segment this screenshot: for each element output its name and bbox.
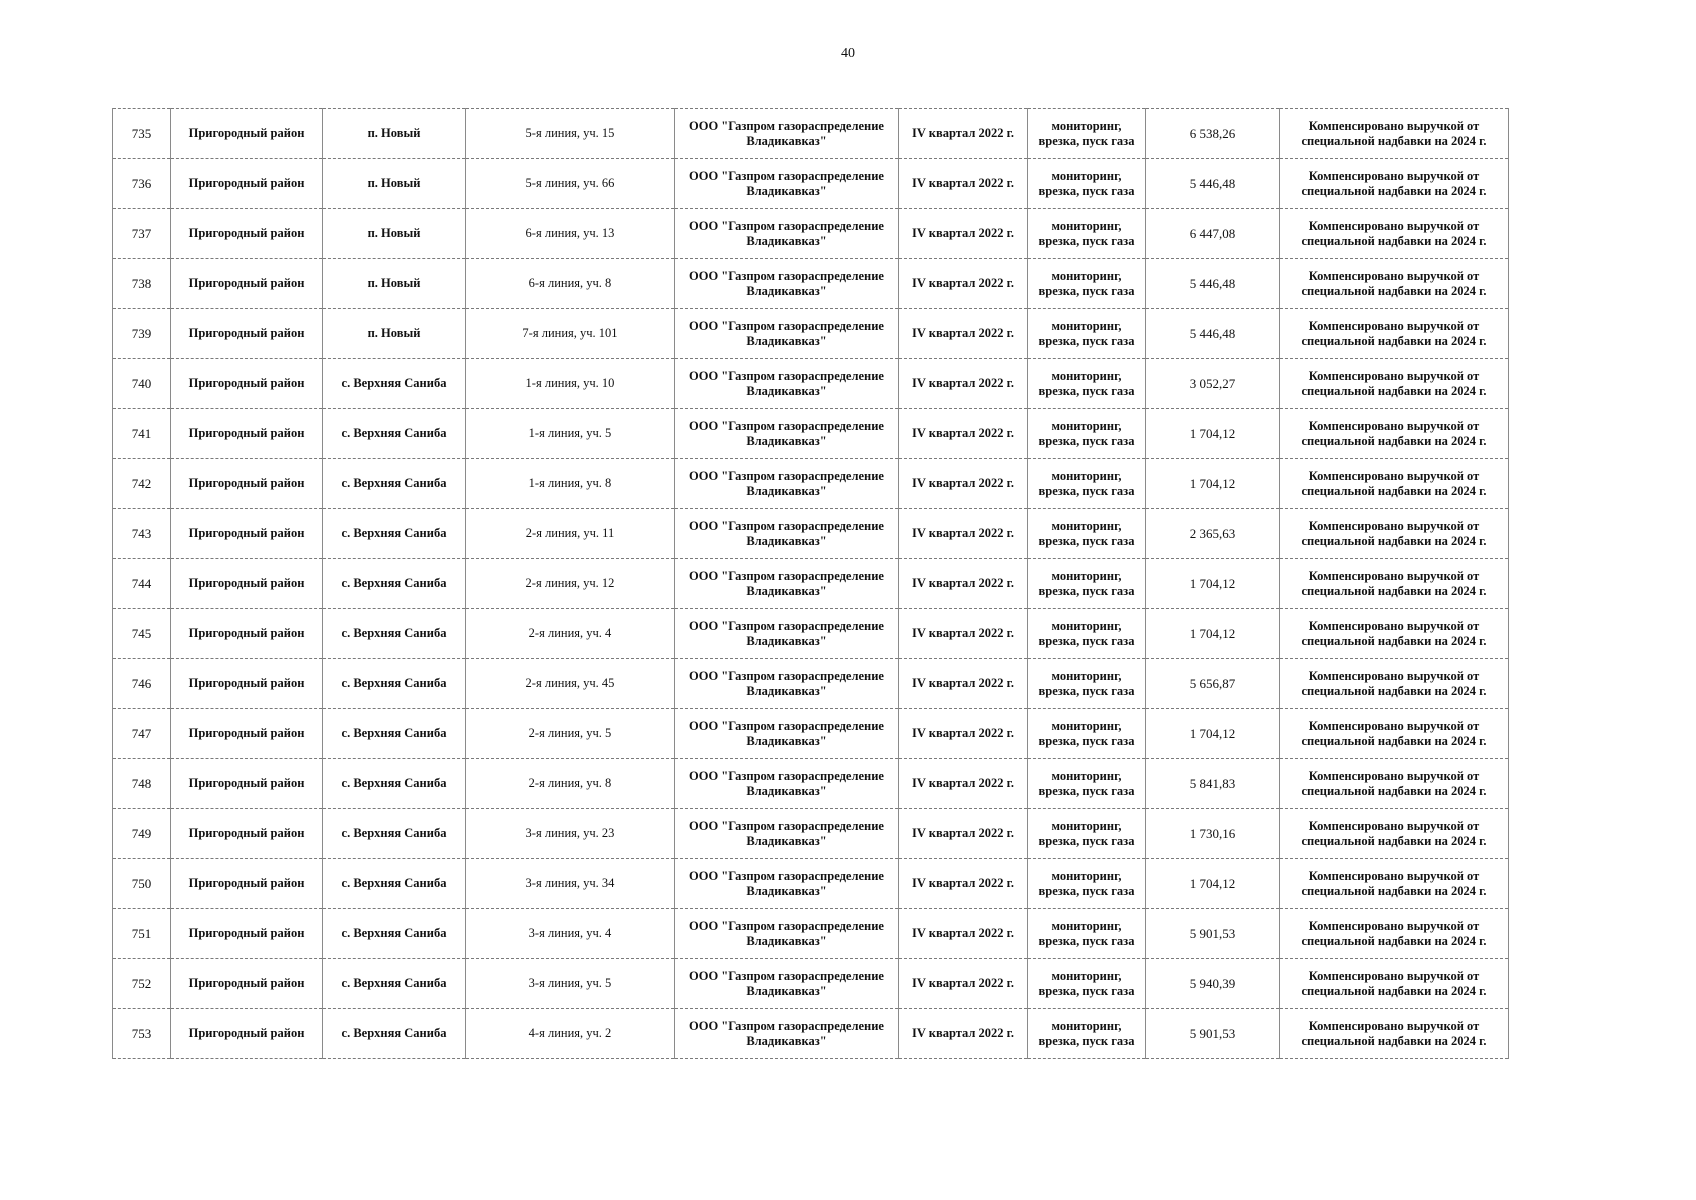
- row-number-cell: 735: [113, 109, 171, 159]
- period-cell: IV квартал 2022 г.: [899, 259, 1028, 309]
- locality-cell: п. Новый: [323, 109, 466, 159]
- district-cell: Пригородный район: [171, 1009, 323, 1059]
- works-cell: мониторинг, врезка, пуск газа: [1028, 609, 1146, 659]
- note-cell: Компенсировано выручкой от специальной надбавки на 2024 г.: [1280, 959, 1509, 1009]
- address-cell: 4-я линия, уч. 2: [466, 1009, 675, 1059]
- address-cell: 6-я линия, уч. 13: [466, 209, 675, 259]
- organization-cell: ООО "Газпром газораспределение Владикавказ": [675, 859, 899, 909]
- address-cell: 2-я линия, уч. 11: [466, 509, 675, 559]
- organization-cell: ООО "Газпром газораспределение Владикавказ": [675, 159, 899, 209]
- amount-cell: 5 446,48: [1146, 159, 1280, 209]
- note-cell: Компенсировано выручкой от специальной надбавки на 2024 г.: [1280, 459, 1509, 509]
- period-cell: IV квартал 2022 г.: [899, 409, 1028, 459]
- address-cell: 3-я линия, уч. 34: [466, 859, 675, 909]
- district-cell: Пригородный район: [171, 759, 323, 809]
- amount-cell: 1 704,12: [1146, 559, 1280, 609]
- district-cell: Пригородный район: [171, 659, 323, 709]
- row-number-cell: 747: [113, 709, 171, 759]
- amount-cell: 1 704,12: [1146, 709, 1280, 759]
- locality-cell: с. Верхняя Саниба: [323, 409, 466, 459]
- works-cell: мониторинг, врезка, пуск газа: [1028, 209, 1146, 259]
- table-row: [113, 559, 1509, 609]
- works-cell: мониторинг, врезка, пуск газа: [1028, 1009, 1146, 1059]
- table-row: [113, 459, 1509, 509]
- amount-cell: 1 730,16: [1146, 809, 1280, 859]
- table-row: [113, 109, 1509, 159]
- period-cell: IV квартал 2022 г.: [899, 209, 1028, 259]
- row-number-cell: 753: [113, 1009, 171, 1059]
- locality-cell: с. Верхняя Саниба: [323, 809, 466, 859]
- note-cell: Компенсировано выручкой от специальной надбавки на 2024 г.: [1280, 109, 1509, 159]
- district-cell: Пригородный район: [171, 109, 323, 159]
- organization-cell: ООО "Газпром газораспределение Владикавказ": [675, 509, 899, 559]
- row-number-cell: 750: [113, 859, 171, 909]
- address-cell: 2-я линия, уч. 12: [466, 559, 675, 609]
- district-cell: Пригородный район: [171, 709, 323, 759]
- locality-cell: с. Верхняя Саниба: [323, 559, 466, 609]
- table-row: [113, 409, 1509, 459]
- organization-cell: ООО "Газпром газораспределение Владикавказ": [675, 609, 899, 659]
- district-cell: Пригородный район: [171, 609, 323, 659]
- period-cell: IV квартал 2022 г.: [899, 659, 1028, 709]
- note-cell: Компенсировано выручкой от специальной надбавки на 2024 г.: [1280, 209, 1509, 259]
- locality-cell: п. Новый: [323, 259, 466, 309]
- address-cell: 3-я линия, уч. 23: [466, 809, 675, 859]
- amount-cell: 1 704,12: [1146, 409, 1280, 459]
- district-cell: Пригородный район: [171, 909, 323, 959]
- table-row: [113, 509, 1509, 559]
- table-row: [113, 309, 1509, 359]
- locality-cell: с. Верхняя Саниба: [323, 459, 466, 509]
- page-number: 40: [841, 46, 855, 61]
- address-cell: 2-я линия, уч. 5: [466, 709, 675, 759]
- note-cell: Компенсировано выручкой от специальной надбавки на 2024 г.: [1280, 609, 1509, 659]
- row-number-cell: 748: [113, 759, 171, 809]
- period-cell: IV квартал 2022 г.: [899, 509, 1028, 559]
- works-cell: мониторинг, врезка, пуск газа: [1028, 409, 1146, 459]
- locality-cell: п. Новый: [323, 309, 466, 359]
- district-cell: Пригородный район: [171, 459, 323, 509]
- row-number-cell: 749: [113, 809, 171, 859]
- amount-cell: 5 901,53: [1146, 909, 1280, 959]
- organization-cell: ООО "Газпром газораспределение Владикавказ": [675, 759, 899, 809]
- amount-cell: 2 365,63: [1146, 509, 1280, 559]
- district-cell: Пригородный район: [171, 209, 323, 259]
- works-cell: мониторинг, врезка, пуск газа: [1028, 559, 1146, 609]
- note-cell: Компенсировано выручкой от специальной надбавки на 2024 г.: [1280, 259, 1509, 309]
- locality-cell: с. Верхняя Саниба: [323, 359, 466, 409]
- organization-cell: ООО "Газпром газораспределение Владикавказ": [675, 259, 899, 309]
- amount-cell: 5 656,87: [1146, 659, 1280, 709]
- works-cell: мониторинг, врезка, пуск газа: [1028, 109, 1146, 159]
- table-row: [113, 809, 1509, 859]
- works-cell: мониторинг, врезка, пуск газа: [1028, 759, 1146, 809]
- amount-cell: 5 446,48: [1146, 259, 1280, 309]
- organization-cell: ООО "Газпром газораспределение Владикавказ": [675, 109, 899, 159]
- organization-cell: ООО "Газпром газораспределение Владикавказ": [675, 959, 899, 1009]
- works-cell: мониторинг, врезка, пуск газа: [1028, 659, 1146, 709]
- amount-cell: 1 704,12: [1146, 609, 1280, 659]
- locality-cell: п. Новый: [323, 159, 466, 209]
- address-cell: 1-я линия, уч. 5: [466, 409, 675, 459]
- locality-cell: с. Верхняя Саниба: [323, 509, 466, 559]
- address-cell: 2-я линия, уч. 4: [466, 609, 675, 659]
- row-number-cell: 736: [113, 159, 171, 209]
- amount-cell: 6 447,08: [1146, 209, 1280, 259]
- amount-cell: 1 704,12: [1146, 859, 1280, 909]
- organization-cell: ООО "Газпром газораспределение Владикавказ": [675, 709, 899, 759]
- organization-cell: ООО "Газпром газораспределение Владикавказ": [675, 659, 899, 709]
- note-cell: Компенсировано выручкой от специальной надбавки на 2024 г.: [1280, 709, 1509, 759]
- table-row: [113, 159, 1509, 209]
- locality-cell: с. Верхняя Саниба: [323, 959, 466, 1009]
- amount-cell: 3 052,27: [1146, 359, 1280, 409]
- organization-cell: ООО "Газпром газораспределение Владикавказ": [675, 309, 899, 359]
- note-cell: Компенсировано выручкой от специальной надбавки на 2024 г.: [1280, 359, 1509, 409]
- row-number-cell: 751: [113, 909, 171, 959]
- row-number-cell: 744: [113, 559, 171, 609]
- district-cell: Пригородный район: [171, 159, 323, 209]
- table-row: [113, 709, 1509, 759]
- note-cell: Компенсировано выручкой от специальной надбавки на 2024 г.: [1280, 809, 1509, 859]
- period-cell: IV квартал 2022 г.: [899, 609, 1028, 659]
- address-cell: 5-я линия, уч. 66: [466, 159, 675, 209]
- district-cell: Пригородный район: [171, 359, 323, 409]
- address-cell: 2-я линия, уч. 8: [466, 759, 675, 809]
- period-cell: IV квартал 2022 г.: [899, 759, 1028, 809]
- amount-cell: 5 901,53: [1146, 1009, 1280, 1059]
- note-cell: Компенсировано выручкой от специальной надбавки на 2024 г.: [1280, 1009, 1509, 1059]
- works-cell: мониторинг, врезка, пуск газа: [1028, 159, 1146, 209]
- organization-cell: ООО "Газпром газораспределение Владикавказ": [675, 809, 899, 859]
- locality-cell: с. Верхняя Саниба: [323, 759, 466, 809]
- locality-cell: с. Верхняя Саниба: [323, 1009, 466, 1059]
- works-cell: мониторинг, врезка, пуск газа: [1028, 709, 1146, 759]
- district-cell: Пригородный район: [171, 859, 323, 909]
- table-row: [113, 359, 1509, 409]
- district-cell: Пригородный район: [171, 809, 323, 859]
- note-cell: Компенсировано выручкой от специальной надбавки на 2024 г.: [1280, 659, 1509, 709]
- district-cell: Пригородный район: [171, 409, 323, 459]
- works-cell: мониторинг, врезка, пуск газа: [1028, 309, 1146, 359]
- table-row: [113, 209, 1509, 259]
- address-cell: 2-я линия, уч. 45: [466, 659, 675, 709]
- note-cell: Компенсировано выручкой от специальной надбавки на 2024 г.: [1280, 759, 1509, 809]
- amount-cell: 5 841,83: [1146, 759, 1280, 809]
- row-number-cell: 738: [113, 259, 171, 309]
- organization-cell: ООО "Газпром газораспределение Владикавказ": [675, 909, 899, 959]
- period-cell: IV квартал 2022 г.: [899, 909, 1028, 959]
- table-row: [113, 659, 1509, 709]
- period-cell: IV квартал 2022 г.: [899, 459, 1028, 509]
- amount-cell: 6 538,26: [1146, 109, 1280, 159]
- district-cell: Пригородный район: [171, 559, 323, 609]
- works-cell: мониторинг, врезка, пуск газа: [1028, 459, 1146, 509]
- organization-cell: ООО "Газпром газораспределение Владикавказ": [675, 559, 899, 609]
- locality-cell: с. Верхняя Саниба: [323, 909, 466, 959]
- table-body: [113, 109, 1509, 1059]
- table-row: [113, 259, 1509, 309]
- address-cell: 7-я линия, уч. 101: [466, 309, 675, 359]
- address-cell: 5-я линия, уч. 15: [466, 109, 675, 159]
- locality-cell: с. Верхняя Саниба: [323, 859, 466, 909]
- address-cell: 6-я линия, уч. 8: [466, 259, 675, 309]
- note-cell: Компенсировано выручкой от специальной надбавки на 2024 г.: [1280, 309, 1509, 359]
- works-cell: мониторинг, врезка, пуск газа: [1028, 959, 1146, 1009]
- works-cell: мониторинг, врезка, пуск газа: [1028, 909, 1146, 959]
- period-cell: IV квартал 2022 г.: [899, 1009, 1028, 1059]
- district-cell: Пригородный район: [171, 309, 323, 359]
- locality-cell: п. Новый: [323, 209, 466, 259]
- row-number-cell: 752: [113, 959, 171, 1009]
- works-cell: мониторинг, врезка, пуск газа: [1028, 359, 1146, 409]
- works-cell: мониторинг, врезка, пуск газа: [1028, 509, 1146, 559]
- table-row: [113, 909, 1509, 959]
- locality-cell: с. Верхняя Саниба: [323, 709, 466, 759]
- table-row: [113, 859, 1509, 909]
- locality-cell: с. Верхняя Саниба: [323, 609, 466, 659]
- organization-cell: ООО "Газпром газораспределение Владикавказ": [675, 359, 899, 409]
- row-number-cell: 739: [113, 309, 171, 359]
- works-cell: мониторинг, врезка, пуск газа: [1028, 809, 1146, 859]
- address-cell: 3-я линия, уч. 4: [466, 909, 675, 959]
- note-cell: Компенсировано выручкой от специальной надбавки на 2024 г.: [1280, 509, 1509, 559]
- address-cell: 1-я линия, уч. 8: [466, 459, 675, 509]
- district-cell: Пригородный район: [171, 959, 323, 1009]
- row-number-cell: 743: [113, 509, 171, 559]
- period-cell: IV квартал 2022 г.: [899, 159, 1028, 209]
- organization-cell: ООО "Газпром газораспределение Владикавказ": [675, 409, 899, 459]
- works-cell: мониторинг, врезка, пуск газа: [1028, 259, 1146, 309]
- amount-cell: 5 940,39: [1146, 959, 1280, 1009]
- row-number-cell: 745: [113, 609, 171, 659]
- works-cell: мониторинг, врезка, пуск газа: [1028, 859, 1146, 909]
- district-cell: Пригородный район: [171, 509, 323, 559]
- organization-cell: ООО "Газпром газораспределение Владикавказ": [675, 209, 899, 259]
- row-number-cell: 741: [113, 409, 171, 459]
- period-cell: IV квартал 2022 г.: [899, 709, 1028, 759]
- table-row: [113, 759, 1509, 809]
- table-row: [113, 1009, 1509, 1059]
- row-number-cell: 746: [113, 659, 171, 709]
- period-cell: IV квартал 2022 г.: [899, 309, 1028, 359]
- period-cell: IV квартал 2022 г.: [899, 959, 1028, 1009]
- gas-connection-table-container: [112, 108, 1508, 1059]
- amount-cell: 1 704,12: [1146, 459, 1280, 509]
- address-cell: 3-я линия, уч. 5: [466, 959, 675, 1009]
- note-cell: Компенсировано выручкой от специальной надбавки на 2024 г.: [1280, 159, 1509, 209]
- note-cell: Компенсировано выручкой от специальной надбавки на 2024 г.: [1280, 909, 1509, 959]
- table-row: [113, 609, 1509, 659]
- period-cell: IV квартал 2022 г.: [899, 359, 1028, 409]
- note-cell: Компенсировано выручкой от специальной надбавки на 2024 г.: [1280, 409, 1509, 459]
- row-number-cell: 740: [113, 359, 171, 409]
- period-cell: IV квартал 2022 г.: [899, 559, 1028, 609]
- row-number-cell: 742: [113, 459, 171, 509]
- note-cell: Компенсировано выручкой от специальной надбавки на 2024 г.: [1280, 859, 1509, 909]
- period-cell: IV квартал 2022 г.: [899, 809, 1028, 859]
- amount-cell: 5 446,48: [1146, 309, 1280, 359]
- gas-connection-table: [112, 108, 1509, 1059]
- district-cell: Пригородный район: [171, 259, 323, 309]
- organization-cell: ООО "Газпром газораспределение Владикавказ": [675, 1009, 899, 1059]
- organization-cell: ООО "Газпром газораспределение Владикавказ": [675, 459, 899, 509]
- period-cell: IV квартал 2022 г.: [899, 859, 1028, 909]
- locality-cell: с. Верхняя Саниба: [323, 659, 466, 709]
- note-cell: Компенсировано выручкой от специальной надбавки на 2024 г.: [1280, 559, 1509, 609]
- period-cell: IV квартал 2022 г.: [899, 109, 1028, 159]
- address-cell: 1-я линия, уч. 10: [466, 359, 675, 409]
- row-number-cell: 737: [113, 209, 171, 259]
- table-row: [113, 959, 1509, 1009]
